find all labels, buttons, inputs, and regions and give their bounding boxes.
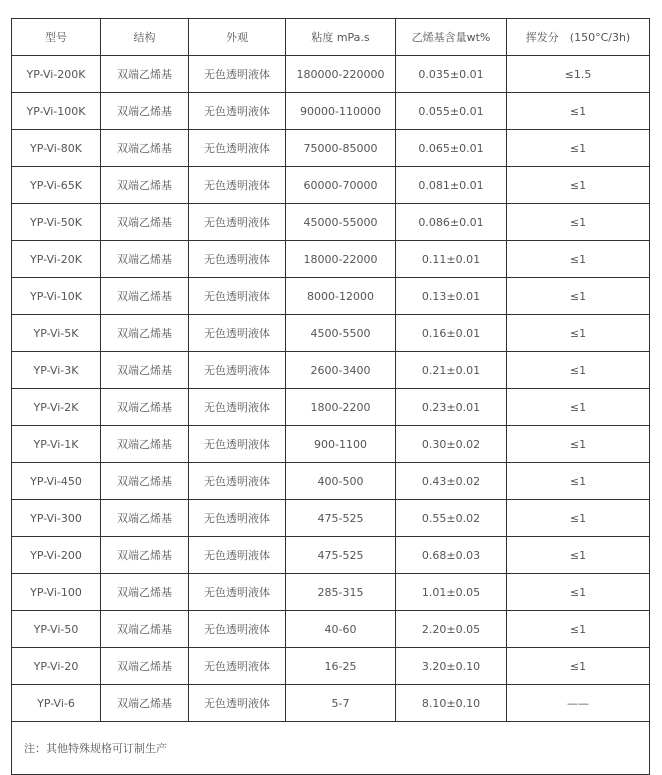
cell-model: YP-Vi-100K: [12, 93, 101, 130]
cell-vinyl-content: 0.23±0.01: [396, 389, 507, 426]
cell-vinyl-content: 0.11±0.01: [396, 241, 507, 278]
table-row: [12, 685, 650, 722]
cell-volatiles: ≤1: [507, 167, 650, 204]
cell-vinyl-content: 0.43±0.02: [396, 463, 507, 500]
cell-structure: 双端乙烯基: [101, 574, 189, 611]
header-volatiles: 挥发分 (150°C/3h): [507, 19, 650, 56]
table-row: [12, 315, 650, 352]
cell-appearance: 无色透明液体: [189, 93, 286, 130]
cell-vinyl-content: 0.055±0.01: [396, 93, 507, 130]
table-row: [12, 611, 650, 648]
header-appearance: 外观: [189, 19, 286, 56]
cell-vinyl-content: 0.55±0.02: [396, 500, 507, 537]
table-row: [12, 56, 650, 93]
cell-volatiles: ≤1: [507, 130, 650, 167]
cell-volatiles: ≤1: [507, 500, 650, 537]
cell-viscosity: 475-525: [286, 537, 396, 574]
cell-structure: 双端乙烯基: [101, 241, 189, 278]
table-row: [12, 389, 650, 426]
header-viscosity: 粘度 mPa.s: [286, 19, 396, 56]
cell-structure: 双端乙烯基: [101, 130, 189, 167]
cell-model: YP-Vi-200: [12, 537, 101, 574]
table-row: [12, 463, 650, 500]
cell-appearance: 无色透明液体: [189, 204, 286, 241]
cell-volatiles: ≤1: [507, 241, 650, 278]
table-row: [12, 130, 650, 167]
cell-appearance: 无色透明液体: [189, 315, 286, 352]
cell-appearance: 无色透明液体: [189, 648, 286, 685]
cell-structure: 双端乙烯基: [101, 167, 189, 204]
cell-volatiles: ≤1.5: [507, 56, 650, 93]
cell-appearance: 无色透明液体: [189, 685, 286, 722]
cell-model: YP-Vi-450: [12, 463, 101, 500]
cell-structure: 双端乙烯基: [101, 611, 189, 648]
header-row: [12, 19, 650, 56]
table-row: [12, 537, 650, 574]
cell-viscosity: 45000-55000: [286, 204, 396, 241]
cell-vinyl-content: 0.065±0.01: [396, 130, 507, 167]
cell-appearance: 无色透明液体: [189, 611, 286, 648]
cell-vinyl-content: 2.20±0.05: [396, 611, 507, 648]
cell-volatiles: ≤1: [507, 611, 650, 648]
cell-model: YP-Vi-10K: [12, 278, 101, 315]
cell-appearance: 无色透明液体: [189, 537, 286, 574]
cell-appearance: 无色透明液体: [189, 352, 286, 389]
cell-appearance: 无色透明液体: [189, 56, 286, 93]
cell-viscosity: 180000-220000: [286, 56, 396, 93]
cell-vinyl-content: 3.20±0.10: [396, 648, 507, 685]
table-body: [12, 56, 650, 775]
cell-appearance: 无色透明液体: [189, 241, 286, 278]
table-row: [12, 278, 650, 315]
cell-model: YP-Vi-3K: [12, 352, 101, 389]
table-row: [12, 648, 650, 685]
cell-appearance: 无色透明液体: [189, 574, 286, 611]
cell-structure: 双端乙烯基: [101, 463, 189, 500]
table-row: [12, 352, 650, 389]
cell-structure: 双端乙烯基: [101, 389, 189, 426]
cell-structure: 双端乙烯基: [101, 648, 189, 685]
cell-viscosity: 8000-12000: [286, 278, 396, 315]
cell-appearance: 无色透明液体: [189, 426, 286, 463]
cell-vinyl-content: 0.30±0.02: [396, 426, 507, 463]
table-row: [12, 204, 650, 241]
cell-model: YP-Vi-50K: [12, 204, 101, 241]
cell-volatiles: ——: [507, 685, 650, 722]
cell-appearance: 无色透明液体: [189, 167, 286, 204]
cell-structure: 双端乙烯基: [101, 352, 189, 389]
table-row: [12, 574, 650, 611]
cell-model: YP-Vi-2K: [12, 389, 101, 426]
table-row: [12, 167, 650, 204]
header-structure: 结构: [101, 19, 189, 56]
cell-model: YP-Vi-200K: [12, 56, 101, 93]
table-header: [12, 19, 650, 56]
cell-appearance: 无色透明液体: [189, 500, 286, 537]
cell-volatiles: ≤1: [507, 537, 650, 574]
cell-volatiles: ≤1: [507, 389, 650, 426]
cell-viscosity: 5-7: [286, 685, 396, 722]
cell-structure: 双端乙烯基: [101, 278, 189, 315]
cell-vinyl-content: 0.68±0.03: [396, 537, 507, 574]
cell-vinyl-content: 8.10±0.10: [396, 685, 507, 722]
cell-volatiles: ≤1: [507, 648, 650, 685]
cell-viscosity: 40-60: [286, 611, 396, 648]
cell-vinyl-content: 0.21±0.01: [396, 352, 507, 389]
cell-volatiles: ≤1: [507, 426, 650, 463]
cell-viscosity: 400-500: [286, 463, 396, 500]
cell-viscosity: 1800-2200: [286, 389, 396, 426]
cell-structure: 双端乙烯基: [101, 204, 189, 241]
cell-model: YP-Vi-65K: [12, 167, 101, 204]
cell-vinyl-content: 0.086±0.01: [396, 204, 507, 241]
cell-model: YP-Vi-5K: [12, 315, 101, 352]
cell-viscosity: 60000-70000: [286, 167, 396, 204]
cell-vinyl-content: 0.081±0.01: [396, 167, 507, 204]
cell-appearance: 无色透明液体: [189, 278, 286, 315]
cell-viscosity: 2600-3400: [286, 352, 396, 389]
table-row: [12, 93, 650, 130]
note-row: [12, 722, 650, 775]
cell-volatiles: ≤1: [507, 574, 650, 611]
cell-model: YP-Vi-1K: [12, 426, 101, 463]
cell-volatiles: ≤1: [507, 315, 650, 352]
cell-structure: 双端乙烯基: [101, 93, 189, 130]
cell-model: YP-Vi-20K: [12, 241, 101, 278]
cell-volatiles: ≤1: [507, 463, 650, 500]
cell-viscosity: 475-525: [286, 500, 396, 537]
cell-vinyl-content: 0.16±0.01: [396, 315, 507, 352]
cell-viscosity: 18000-22000: [286, 241, 396, 278]
cell-volatiles: ≤1: [507, 204, 650, 241]
cell-structure: 双端乙烯基: [101, 315, 189, 352]
cell-viscosity: 90000-110000: [286, 93, 396, 130]
cell-structure: 双端乙烯基: [101, 685, 189, 722]
cell-structure: 双端乙烯基: [101, 500, 189, 537]
cell-appearance: 无色透明液体: [189, 130, 286, 167]
cell-structure: 双端乙烯基: [101, 56, 189, 93]
product-spec-table: [11, 18, 650, 775]
cell-volatiles: ≤1: [507, 93, 650, 130]
cell-model: YP-Vi-50: [12, 611, 101, 648]
cell-volatiles: ≤1: [507, 278, 650, 315]
cell-model: YP-Vi-300: [12, 500, 101, 537]
table-row: [12, 241, 650, 278]
cell-viscosity: 285-315: [286, 574, 396, 611]
cell-vinyl-content: 0.035±0.01: [396, 56, 507, 93]
cell-structure: 双端乙烯基: [101, 426, 189, 463]
header-vinyl-content: 乙烯基含量wt%: [396, 19, 507, 56]
cell-vinyl-content: 1.01±0.05: [396, 574, 507, 611]
cell-viscosity: 16-25: [286, 648, 396, 685]
cell-viscosity: 75000-85000: [286, 130, 396, 167]
table-row: [12, 426, 650, 463]
header-model: 型号: [12, 19, 101, 56]
cell-structure: 双端乙烯基: [101, 537, 189, 574]
cell-viscosity: 900-1100: [286, 426, 396, 463]
cell-model: YP-Vi-6: [12, 685, 101, 722]
cell-vinyl-content: 0.13±0.01: [396, 278, 507, 315]
cell-model: YP-Vi-100: [12, 574, 101, 611]
cell-model: YP-Vi-80K: [12, 130, 101, 167]
cell-volatiles: ≤1: [507, 352, 650, 389]
cell-viscosity: 4500-5500: [286, 315, 396, 352]
cell-appearance: 无色透明液体: [189, 463, 286, 500]
table-row: [12, 500, 650, 537]
table-note: 注：其他特殊规格可订制生产: [12, 722, 650, 775]
cell-model: YP-Vi-20: [12, 648, 101, 685]
cell-appearance: 无色透明液体: [189, 389, 286, 426]
